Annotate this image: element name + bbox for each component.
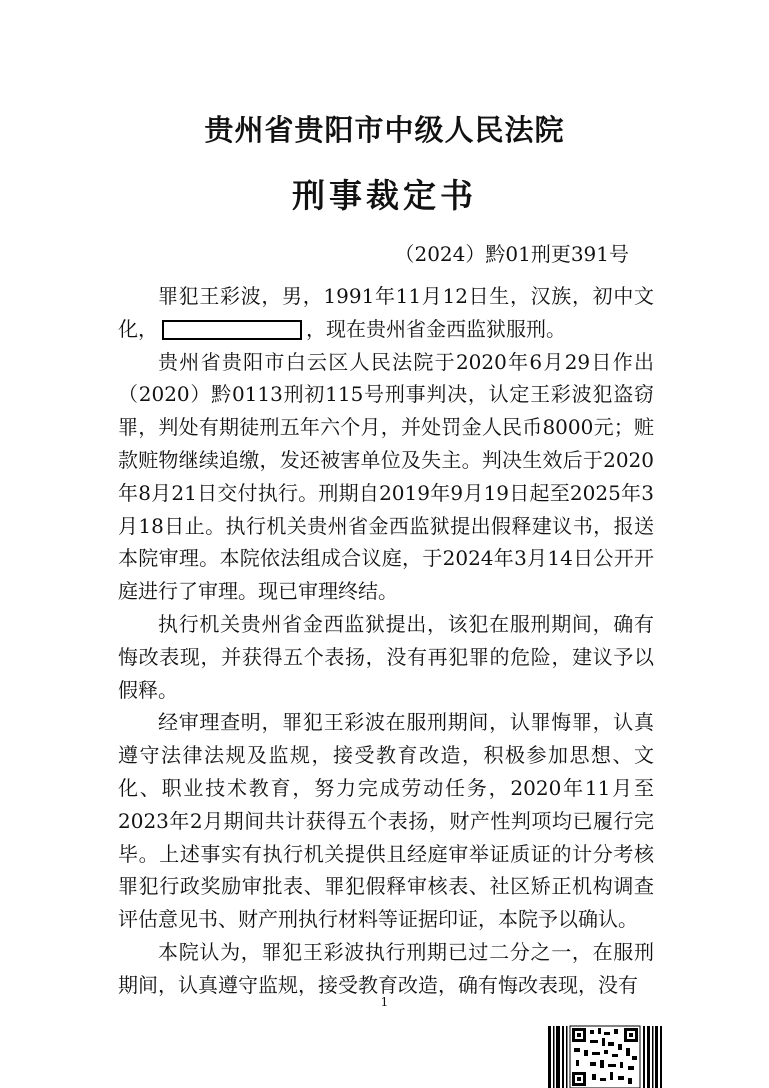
paragraph-findings: 经审理查明，罪犯王彩波在服刑期间，认罪悔罪，认真遵守法律法规及监规，接受教育改造，积极参加思想、文化、职业技术教育，努力完成劳动任务，2020年11月至2023年2月期间共计获得五个表扬，财产性判项均已履行完毕。上述事实有执行机关提供且经庭审举证质证的计分考核罪犯行政奖励审批表、罪犯假释审核表、社区矫正机构调查评估意见书、财产刑执行材料等证据印证，本院予以确认。 [118,710,654,932]
court-name: 贵州省贵阳市中级人民法院 [204,113,565,147]
paragraph-defendant [118,280,654,346]
page-number: 1 [380,995,389,1009]
barcode-qr-icon [546,1022,664,1088]
document-body [118,280,654,1002]
document-title: 刑事裁定书 [292,176,477,215]
redaction-box [162,320,302,340]
case-number: （2024）黔01刑更391号 [394,242,629,266]
paragraph-reasoning: 本院认为，罪犯王彩波执行刑期已过二分之一，在服刑期间，认真遵守监规，接受教育改造，确有悔改表现，没有 [118,939,654,997]
defendant-info: 罪犯王彩波，男，1991年11月12日生，汉族，初中文化， [118,284,654,341]
defendant-location: ，现在贵州省金西监狱服刑。 [306,316,566,341]
paragraph-judgment: 贵州省贵阳市白云区人民法院于2020年6月29日作出（2020）黔0113刑初115号刑事判决，认定王彩波犯盗窃罪，判处有期徒刑五年六个月，并处罚金人民币8000元；赃款赃物继续追缴，发还被害单位及失主。判决生效后于2020年8月21日交付执行。刑期自2019年9月19日起至2025年3月18日止。执行机关贵州省金西监狱提出假释建议书，报送本院审理。本院依法组成合议庭，于2024年3月14日公开开庭进行了审理。现已审理终结。 [118,349,654,604]
paragraph-proposal: 执行机关贵州省金西监狱提出，该犯在服刑期间，确有悔改表现，并获得五个表扬，没有再犯罪的危险，建议予以假释。 [118,611,654,702]
